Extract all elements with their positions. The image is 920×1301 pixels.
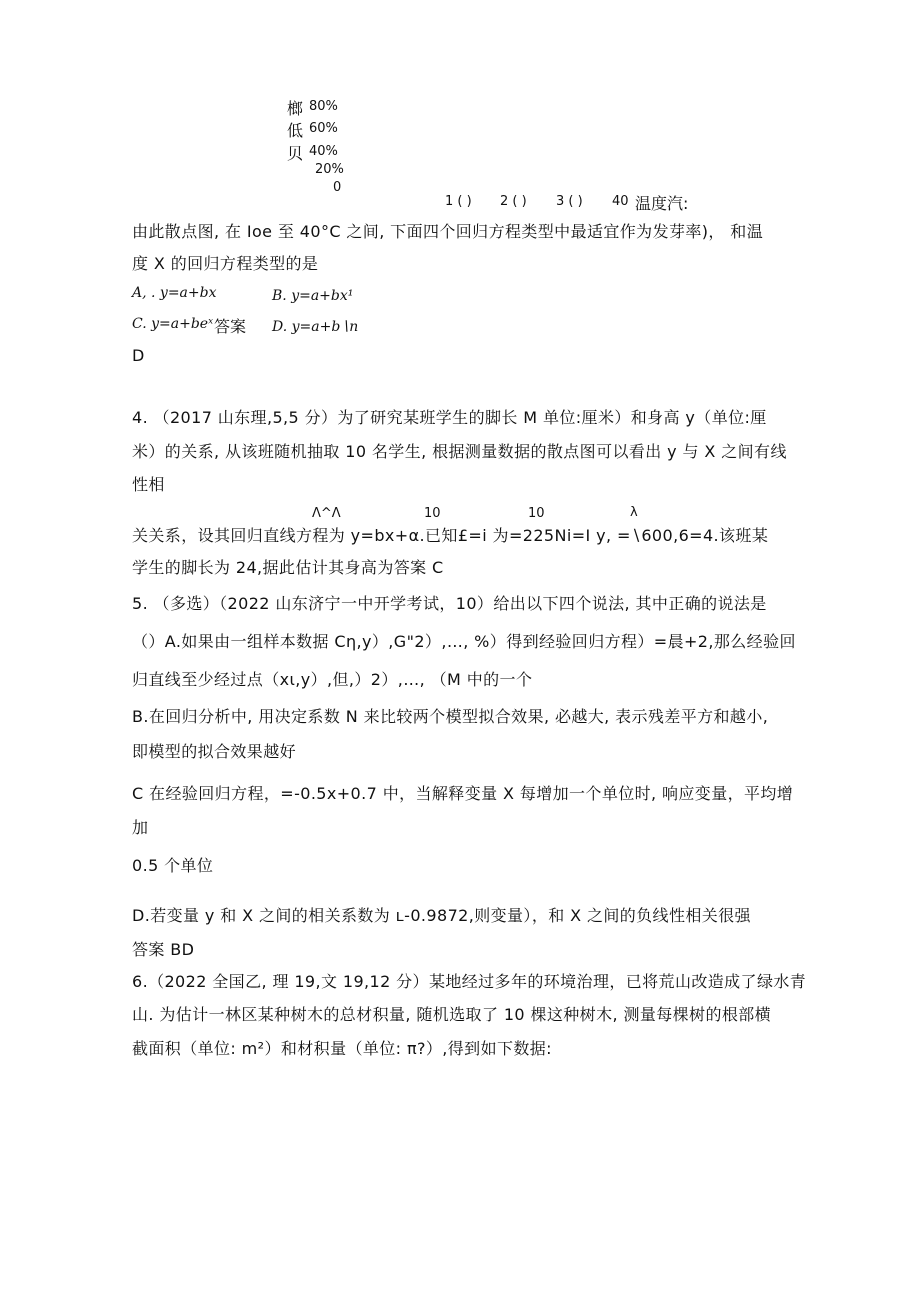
q3-option-b: B. y=a+bx¹ bbox=[272, 288, 354, 304]
q5-option-c-line-1: C 在经验回归方程，=-0.5x+0.7 中，当解释变量 X 每增加一个单位时, 响应变量，平均增 bbox=[132, 784, 794, 803]
q5-answer: 答案 BD bbox=[132, 940, 195, 959]
x-tick-1: 1 ( ) bbox=[445, 194, 472, 209]
q3-option-c: C. y=a+beˣ bbox=[132, 316, 214, 332]
q4-line-1: 4. （2017 山东理,5,5 分）为了研究某班学生的脚长 M 单位:厘米）和身高 y（单位:厘 bbox=[132, 408, 767, 427]
q4-sup-10b: 10 bbox=[528, 506, 545, 521]
q5-option-b-line-1: B.在回归分析中, 用决定系数 N 来比较两个模型拟合效果, 必越大, 表示残差平方和越小, bbox=[132, 707, 769, 726]
q4-line-2: 米）的关系, 从该班随机抽取 10 名学生, 根据测量数据的散点图可以看出 y 与 X 之间有线 bbox=[132, 442, 787, 461]
q5-option-d: D.若变量 y 和 X 之间的相关系数为 ʟ-0.9872,则变量），和 X 之间的负线性相关很强 bbox=[132, 906, 751, 925]
q4-sup-hat: Λ^Λ bbox=[312, 506, 341, 521]
x-tick-2: 2 ( ) bbox=[500, 194, 527, 209]
q3-option-a: A, . y=a+bx bbox=[132, 285, 217, 301]
q4-line-4: 关关系，设其回归直线方程为 y=bx+α.已知£=i 为=225Ni=I y, =∖600,6=4.该班某 bbox=[132, 526, 769, 545]
x-tick-3: 3 ( ) bbox=[556, 194, 583, 209]
q3-stem-line-1: 由此散点图, 在 Ioe 至 40°C 之间, 下面四个回归方程类型中最适宜作为发芽率)， 和温 bbox=[132, 222, 764, 241]
q3-stem-line-2: 度 X 的回归方程类型的是 bbox=[132, 254, 319, 273]
y-tick-0: 0 bbox=[333, 180, 342, 195]
q5-line-1: 5. （多选）（2022 山东济宁一中开学考试，10）给出以下四个说法, 其中正确的说法是 bbox=[132, 594, 767, 613]
q3-option-d: D. y=a+b∖n bbox=[272, 319, 359, 335]
q6-line-2: 山. 为估计一林区某种树木的总材积量, 随机选取了 10 棵这种树木, 测量每棵树的根部横 bbox=[132, 1005, 772, 1024]
y-tick-80: 80% bbox=[309, 99, 338, 114]
q4-sup-lambda: λ bbox=[630, 505, 638, 520]
q5-line-3: 归直线至少经过点（xι,y）,但,）2）,…, （M 中的一个 bbox=[132, 670, 533, 689]
q5-line-2: （）A.如果由一组样本数据 Cη,y）,G"2）,…, %）得到经验回归方程）=晨+2,那么经验回 bbox=[132, 632, 796, 651]
y-tick-20: 20% bbox=[315, 162, 344, 177]
q4-line-3: 性相 bbox=[132, 475, 165, 494]
q6-line-1: 6.（2022 全国乙, 理 19,文 19,12 分）某地经过多年的环境治理，已将荒山改造成了绿水青 bbox=[132, 972, 807, 991]
x-axis-label: 温度汽: bbox=[635, 194, 689, 213]
q3-answer: D bbox=[132, 346, 145, 365]
y-label-char-1: 榔 bbox=[287, 99, 304, 118]
y-label-char-2: 低 bbox=[287, 121, 304, 140]
x-tick-40: 40 bbox=[612, 194, 629, 209]
q3-answer-label: 答案 bbox=[214, 317, 247, 336]
y-tick-60: 60% bbox=[309, 121, 338, 136]
q4-line-5: 学生的脚长为 24,据此估计其身高为答案 C bbox=[132, 558, 444, 577]
q6-line-3: 截面积（单位: m²）和材积量（单位: π?）,得到如下数据: bbox=[132, 1039, 552, 1058]
q5-option-c-line-3: 0.5 个单位 bbox=[132, 856, 214, 875]
q5-option-c-line-2: 加 bbox=[132, 818, 149, 837]
q5-option-b-line-2: 即模型的拟合效果越好 bbox=[132, 742, 297, 761]
y-label-char-3: 贝 bbox=[287, 144, 304, 163]
q4-sup-10a: 10 bbox=[424, 506, 441, 521]
y-tick-40: 40% bbox=[309, 144, 338, 159]
